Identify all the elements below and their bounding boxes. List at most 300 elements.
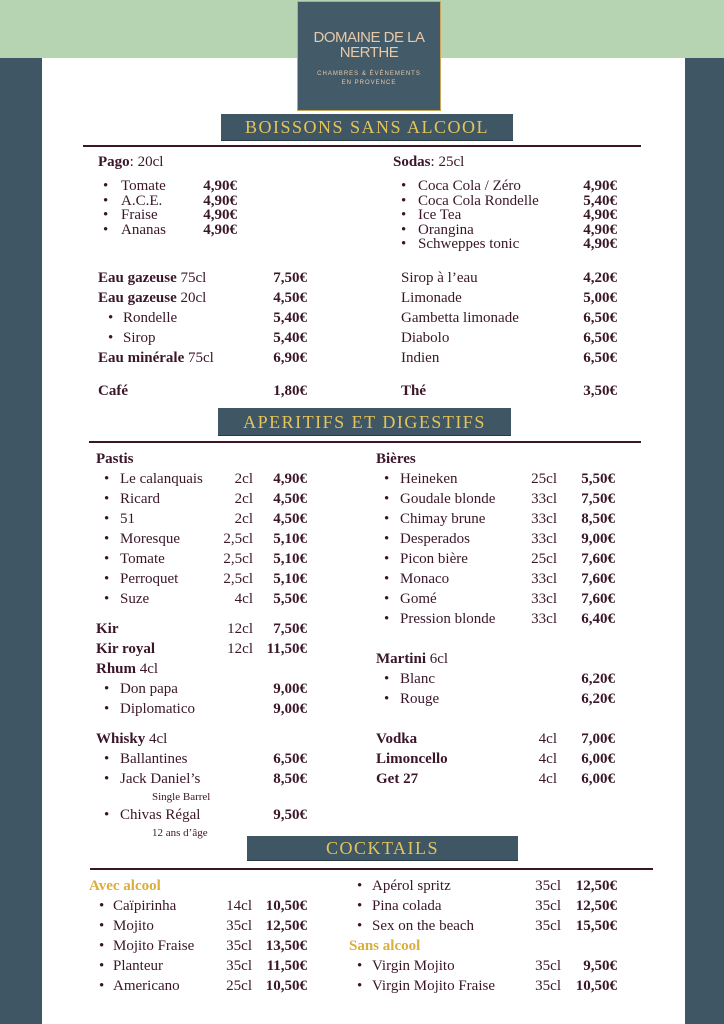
item-size: 35cl <box>226 918 252 934</box>
bullet-icon: • <box>104 681 110 697</box>
menu-item <box>96 509 307 529</box>
item-name: Ananas <box>121 221 166 238</box>
heading-suffix: : 25cl <box>430 154 465 170</box>
menu-item <box>349 896 617 916</box>
menu-item <box>393 208 617 222</box>
item-price: 15,50€ <box>575 918 617 934</box>
item-name: Single Barrel <box>152 791 211 803</box>
item-name: Sex on the beach <box>372 918 475 934</box>
item-name: Picon bière <box>400 551 468 567</box>
item-note <box>96 789 307 805</box>
heading-name: Pago <box>98 154 130 170</box>
item-price: 5,10€ <box>273 551 307 567</box>
bullet-icon: • <box>384 531 390 547</box>
bullet-icon: • <box>108 330 114 346</box>
item-size: 35cl <box>535 878 561 894</box>
item-price: 4,90€ <box>583 178 617 195</box>
section-heading <box>96 659 307 679</box>
item-name: Blanc <box>400 671 435 687</box>
bullet-icon: • <box>103 207 109 224</box>
heading-suffix: 75cl <box>184 350 214 366</box>
item-price: 4,90€ <box>203 178 237 195</box>
bullet-icon: • <box>384 571 390 587</box>
item-size: 35cl <box>226 958 252 974</box>
item-price: 5,50€ <box>581 471 615 487</box>
item-price: 4,90€ <box>203 207 237 224</box>
item-price: 4,90€ <box>583 207 617 224</box>
item-price: 5,40€ <box>273 330 307 346</box>
menu-item <box>376 609 615 629</box>
spacer <box>98 368 307 381</box>
bullet-icon: • <box>99 958 105 974</box>
item-name: Americano <box>113 978 180 994</box>
item-name: Diabolo <box>401 330 450 346</box>
bullet-icon: • <box>99 898 105 914</box>
heading-name: Rhum <box>96 661 137 677</box>
bullet-icon: • <box>104 771 110 787</box>
bullet-icon: • <box>357 878 363 894</box>
item-size: 25cl <box>226 978 252 994</box>
item-name <box>376 769 418 789</box>
item-name: Ricard <box>120 491 160 507</box>
item-size: 4cl <box>538 771 557 787</box>
spacer <box>401 368 617 381</box>
section-heading <box>96 619 307 639</box>
item-price: 4,20€ <box>583 270 617 286</box>
bullet-icon: • <box>357 918 363 934</box>
item-name: Perroquet <box>120 571 179 587</box>
item-price: 6,40€ <box>581 611 615 627</box>
menu-item <box>89 976 307 996</box>
item-name: Le calanquais <box>120 471 203 487</box>
item-price: 3,50€ <box>583 383 617 399</box>
bullet-icon: • <box>103 221 109 238</box>
heading-name: Thé <box>401 383 427 399</box>
bullet-icon: • <box>401 178 407 195</box>
item-name: Fraise <box>121 207 158 224</box>
bullet-icon: • <box>103 192 109 209</box>
divider <box>90 868 653 870</box>
item-price: 7,50€ <box>581 491 615 507</box>
heading-suffix: : 20cl <box>129 154 164 170</box>
spacer <box>96 719 307 729</box>
item-price: 6,50€ <box>273 751 307 767</box>
menu-item <box>96 529 307 549</box>
sirops-section <box>401 268 617 401</box>
item-name <box>376 449 416 469</box>
bullet-icon: • <box>384 491 390 507</box>
section-heading <box>349 936 617 956</box>
item-size: 35cl <box>535 898 561 914</box>
cocktails-avec-alcool <box>89 876 307 996</box>
item-price: 5,40€ <box>273 310 307 326</box>
item-size: 25cl <box>531 471 557 487</box>
section-heading <box>393 155 617 169</box>
item-price: 8,50€ <box>273 771 307 787</box>
section-heading <box>96 449 307 469</box>
item-size: 33cl <box>531 611 557 627</box>
item-size: 4cl <box>538 731 557 747</box>
item-price: 9,00€ <box>273 701 307 717</box>
item-size: 2,5cl <box>223 571 253 587</box>
menu-item <box>376 589 615 609</box>
item-price: 6,50€ <box>583 330 617 346</box>
item-name: Chivas Régal <box>120 807 201 823</box>
banner-cocktails: COCKTAILS <box>247 836 518 861</box>
item-name <box>376 749 448 769</box>
bullet-icon: • <box>108 310 114 326</box>
section-heading <box>376 649 615 669</box>
menu-item <box>376 469 615 489</box>
pastis-section <box>96 449 307 841</box>
item-price: 6,50€ <box>583 350 617 366</box>
menu-item <box>376 509 615 529</box>
item-price: 5,40€ <box>583 192 617 209</box>
item-name: Moresque <box>120 531 180 547</box>
item-size: 2cl <box>234 491 253 507</box>
item-price: 7,50€ <box>273 621 307 637</box>
menu-item <box>89 896 307 916</box>
menu-item <box>96 805 307 825</box>
item-name: A.C.E. <box>121 192 163 209</box>
eaux-section <box>98 268 307 401</box>
item-name: Avec alcool <box>89 878 161 894</box>
menu-item <box>349 976 617 996</box>
section-heading <box>98 288 307 308</box>
bullet-icon: • <box>401 207 407 224</box>
item-price: 6,20€ <box>581 671 615 687</box>
heading-name: Bières <box>376 451 416 467</box>
item-name <box>98 288 206 308</box>
right-border <box>685 58 724 1024</box>
bullet-icon: • <box>104 807 110 823</box>
item-size: 33cl <box>531 511 557 527</box>
item-price: 6,90€ <box>273 350 307 366</box>
item-price: 5,10€ <box>273 531 307 547</box>
menu-item <box>96 469 307 489</box>
item-size: 4cl <box>234 591 253 607</box>
item-price: 12,50€ <box>575 898 617 914</box>
bullet-icon: • <box>104 471 110 487</box>
menu-item <box>376 689 615 709</box>
item-name: Rondelle <box>123 310 178 326</box>
menu-item <box>96 749 307 769</box>
bullet-icon: • <box>384 611 390 627</box>
menu-item <box>349 916 617 936</box>
bullet-icon: • <box>104 531 110 547</box>
item-name: Jack Daniel’s <box>120 771 201 787</box>
divider <box>83 145 641 147</box>
cocktails-right <box>349 876 617 996</box>
item-name: Caïpirinha <box>113 898 177 914</box>
bullet-icon: • <box>104 491 110 507</box>
item-price: 4,50€ <box>273 511 307 527</box>
bullet-icon: • <box>103 178 109 195</box>
heading-name: Café <box>98 383 128 399</box>
item-size: 35cl <box>535 978 561 994</box>
item-name: Limonade <box>401 290 462 306</box>
item-size: 4cl <box>538 751 557 767</box>
bullet-icon: • <box>384 691 390 707</box>
item-size: 2,5cl <box>223 531 253 547</box>
item-price: 10,50€ <box>575 978 617 994</box>
menu-item <box>376 489 615 509</box>
menu-item <box>393 237 617 251</box>
item-size: 12cl <box>227 641 253 657</box>
section-heading <box>376 449 615 469</box>
menu-item <box>98 208 237 222</box>
bullet-icon: • <box>99 938 105 954</box>
menu-item <box>401 308 617 328</box>
item-size: 14cl <box>226 898 252 914</box>
menu-item <box>96 769 307 789</box>
item-price: 11,50€ <box>266 958 307 974</box>
logo-line1: DOMAINE DE LA <box>313 29 425 46</box>
spacer <box>96 609 307 619</box>
item-name: 12 ans d’âge <box>152 827 208 839</box>
item-name: Tomate <box>121 178 166 195</box>
item-size: 12cl <box>227 621 253 637</box>
bullet-icon: • <box>401 192 407 209</box>
section-heading <box>376 729 615 749</box>
item-name <box>393 155 464 169</box>
heading-name: Eau gazeuse <box>98 290 177 306</box>
item-price: 9,00€ <box>273 681 307 697</box>
item-price: 6,00€ <box>581 771 615 787</box>
banner-sans-alcool: BOISSONS SANS ALCOOL <box>221 114 513 141</box>
menu-item <box>376 569 615 589</box>
menu-item <box>98 223 237 237</box>
item-name: Coca Cola / Zéro <box>418 178 521 195</box>
item-name <box>376 729 417 749</box>
item-name: Sirop à l’eau <box>401 270 478 286</box>
item-price: 6,00€ <box>581 751 615 767</box>
item-name: Gambetta limonade <box>401 310 519 326</box>
item-price: 10,50€ <box>265 898 307 914</box>
section-heading <box>98 155 237 169</box>
heading-name: Vodka <box>376 731 418 747</box>
menu-item <box>98 308 307 328</box>
menu-item <box>401 348 617 368</box>
item-price: 11,50€ <box>266 641 307 657</box>
item-price: 4,90€ <box>583 235 617 252</box>
item-name: Pina colada <box>372 898 442 914</box>
section-heading <box>98 381 307 401</box>
item-name: Monaco <box>400 571 450 587</box>
item-name: Coca Cola Rondelle <box>418 192 539 209</box>
item-name: Ice Tea <box>418 207 462 224</box>
item-name <box>98 155 163 169</box>
item-name: Virgin Mojito Fraise <box>372 978 495 994</box>
section-heading <box>89 876 307 896</box>
menu-item <box>98 194 237 208</box>
spacer <box>376 709 615 729</box>
heading-name: Eau gazeuse <box>98 270 177 286</box>
bullet-icon: • <box>384 471 390 487</box>
bullet-icon: • <box>104 551 110 567</box>
menu-item <box>89 936 307 956</box>
item-price: 6,20€ <box>581 691 615 707</box>
item-name: Sirop <box>123 330 156 346</box>
item-name <box>98 348 214 368</box>
item-price: 9,50€ <box>583 958 617 974</box>
item-size: 33cl <box>531 491 557 507</box>
item-name: Apérol spritz <box>372 878 451 894</box>
menu-item <box>89 956 307 976</box>
item-size: 35cl <box>535 918 561 934</box>
menu-item <box>349 876 617 896</box>
item-price: 4,90€ <box>583 221 617 238</box>
spacer <box>376 629 615 649</box>
menu-item <box>96 549 307 569</box>
heading-name: Whisky <box>96 731 146 747</box>
bullet-icon: • <box>357 898 363 914</box>
menu-item <box>96 489 307 509</box>
banner-aperitifs: APERITIFS ET DIGESTIFS <box>218 408 511 436</box>
item-name <box>98 381 128 401</box>
bullet-icon: • <box>99 918 105 934</box>
item-name <box>98 268 206 288</box>
item-price: 8,50€ <box>581 511 615 527</box>
item-name <box>96 449 134 469</box>
menu-item <box>98 179 237 193</box>
item-price: 9,50€ <box>273 807 307 823</box>
item-name <box>401 381 426 401</box>
menu-item <box>96 699 307 719</box>
menu-item <box>401 268 617 288</box>
item-name: Pression blonde <box>400 611 496 627</box>
item-price: 10,50€ <box>265 978 307 994</box>
item-price: 1,80€ <box>273 383 307 399</box>
item-name: Heineken <box>400 471 458 487</box>
item-size: 33cl <box>531 591 557 607</box>
item-name: Gomé <box>400 591 437 607</box>
logo-tagline1: CHAMBRES & ÉVÉNEMENTS <box>317 71 421 77</box>
item-price: 13,50€ <box>265 938 307 954</box>
item-name <box>376 649 448 669</box>
item-price: 7,60€ <box>581 551 615 567</box>
section-heading <box>376 769 615 789</box>
item-name: Orangina <box>418 221 474 238</box>
menu-item <box>393 194 617 208</box>
item-name <box>96 619 119 639</box>
item-size: 33cl <box>531 531 557 547</box>
menu-item <box>401 328 617 348</box>
item-name: Planteur <box>113 958 163 974</box>
heading-name: Martini <box>376 651 426 667</box>
item-name: Indien <box>401 350 440 366</box>
item-size: 35cl <box>535 958 561 974</box>
item-price: 7,60€ <box>581 571 615 587</box>
menu-item <box>393 223 617 237</box>
item-price: 5,00€ <box>583 290 617 306</box>
heading-suffix: 6cl <box>426 651 449 667</box>
pago-section <box>98 155 237 237</box>
item-price: 6,50€ <box>583 310 617 326</box>
item-size: 2cl <box>234 511 253 527</box>
item-price: 5,10€ <box>273 571 307 587</box>
divider <box>89 441 641 443</box>
heading-name: Sodas <box>393 154 431 170</box>
menu-item <box>376 549 615 569</box>
item-name: Chimay brune <box>400 511 486 527</box>
left-border <box>0 58 42 1024</box>
heading-suffix: 75cl <box>176 270 207 286</box>
item-size: 35cl <box>226 938 252 954</box>
bullet-icon: • <box>104 591 110 607</box>
item-name: Ballantines <box>120 751 188 767</box>
menu-item <box>96 679 307 699</box>
bullet-icon: • <box>357 978 363 994</box>
item-name <box>96 659 158 679</box>
section-heading <box>96 639 307 659</box>
bullet-icon: • <box>99 978 105 994</box>
item-name: Suze <box>120 591 150 607</box>
item-name: Desperados <box>400 531 470 547</box>
item-size: 33cl <box>531 571 557 587</box>
item-price: 7,60€ <box>581 591 615 607</box>
menu-item <box>96 589 307 609</box>
item-size: 2,5cl <box>223 551 253 567</box>
item-size: 2cl <box>234 471 253 487</box>
item-price: 5,50€ <box>273 591 307 607</box>
bullet-icon: • <box>104 751 110 767</box>
sodas-section <box>393 155 617 251</box>
heading-name: Kir royal <box>96 641 156 657</box>
item-price: 4,90€ <box>203 192 237 209</box>
item-name: Don papa <box>120 681 178 697</box>
logo-tagline2: EN PROVENCE <box>341 80 397 86</box>
heading-name: Pastis <box>96 451 134 467</box>
bullet-icon: • <box>401 235 407 252</box>
bullet-icon: • <box>357 958 363 974</box>
section-heading <box>98 268 307 288</box>
item-name: Mojito <box>113 918 154 934</box>
item-price: 9,00€ <box>581 531 615 547</box>
item-name: Virgin Mojito <box>372 958 455 974</box>
section-heading <box>98 348 307 368</box>
heading-name: Get 27 <box>376 771 419 787</box>
heading-suffix: 20cl <box>176 290 207 306</box>
logo-line2: NERTHE <box>339 44 399 61</box>
bieres-section <box>376 449 615 789</box>
bullet-icon: • <box>384 551 390 567</box>
item-note <box>96 825 307 841</box>
item-price: 4,50€ <box>273 491 307 507</box>
heading-suffix: 4cl <box>145 731 168 747</box>
item-price: 4,90€ <box>203 221 237 238</box>
item-name: Diplomatico <box>120 701 195 717</box>
menu-item <box>98 328 307 348</box>
item-price: 12,50€ <box>265 918 307 934</box>
item-name: Goudale blonde <box>400 491 496 507</box>
bullet-icon: • <box>384 591 390 607</box>
menu-item <box>376 529 615 549</box>
item-price: 12,50€ <box>575 878 617 894</box>
logo <box>297 1 441 111</box>
heading-name: Limoncello <box>376 751 448 767</box>
section-heading <box>96 729 307 749</box>
item-name: Sans alcool <box>349 938 421 954</box>
bullet-icon: • <box>104 511 110 527</box>
item-size: 25cl <box>531 551 557 567</box>
item-price: 7,00€ <box>581 731 615 747</box>
heading-name: Eau minérale <box>98 350 185 366</box>
menu-item <box>376 669 615 689</box>
item-name: Rouge <box>400 691 440 707</box>
menu-item <box>96 569 307 589</box>
heading-name: Kir <box>96 621 119 637</box>
